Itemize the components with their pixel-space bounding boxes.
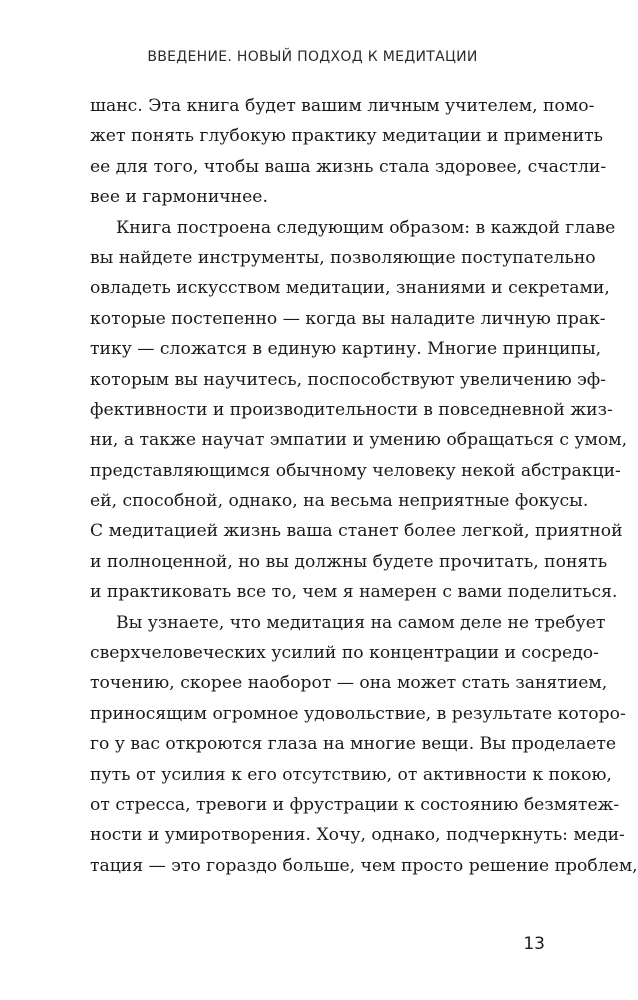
text-line: представляющимся обычному человеку некой абстракци- bbox=[90, 460, 621, 481]
text-line: ее для того, чтобы ваша жизнь стала здоровее, счастли- bbox=[90, 156, 607, 177]
text-line: сверхчеловеческих усилий по концентрации и сосредо- bbox=[90, 643, 599, 664]
text-line: вее и гармоничнее. bbox=[90, 187, 268, 208]
text-line: С медитацией жизнь ваша станет более легкой, приятной bbox=[90, 521, 623, 542]
text-line: тику — сложатся в единую картину. Многие принципы, bbox=[90, 339, 602, 360]
text-line: вы найдете инструменты, позволяющие поступательно bbox=[90, 247, 596, 268]
text-line: тация — это гораздо больше, чем просто решение проблем, bbox=[90, 855, 638, 876]
text-line: Вы узнаете, что медитация на самом деле не требует bbox=[116, 612, 606, 633]
text-line: жет понять глубокую практику медитации и применить bbox=[90, 126, 604, 147]
text-line: Книга построена следующим образом: в каждой главе bbox=[116, 217, 616, 238]
page-number: 13 bbox=[523, 934, 545, 954]
body-text bbox=[90, 91, 638, 881]
text-line: фективности и производительности в повседневной жиз- bbox=[90, 399, 613, 420]
text-line: точению, скорее наоборот — она может стать занятием, bbox=[90, 673, 608, 694]
text-line: ности и умиротворения. Хочу, однако, подчеркнуть: меди- bbox=[90, 825, 625, 846]
text-line: и полноценной, но вы должны будете прочитать, понять bbox=[90, 551, 608, 572]
text-line: ни, а также научат эмпатии и умению обращаться с умом, bbox=[90, 430, 628, 451]
text-line: приносящим огромное удовольствие, в результате которо- bbox=[90, 703, 626, 724]
text-line: овладеть искусством медитации, знаниями и секретами, bbox=[90, 278, 610, 299]
text-line: го у вас откроются глаза на многие вещи. Вы проделаете bbox=[90, 734, 617, 755]
text-line: которым вы научитесь, поспособствуют увеличению эф- bbox=[90, 369, 607, 390]
text-line: ей, способной, однако, на весьма неприятные фокусы. bbox=[90, 491, 589, 512]
running-head: ВВЕДЕНИЕ. НОВЫЙ ПОДХОД К МЕДИТАЦИИ bbox=[147, 49, 478, 65]
text-line: которые постепенно — когда вы наладите личную прак- bbox=[90, 308, 606, 329]
text-line: и практиковать все то, чем я намерен с вами поделиться. bbox=[90, 582, 618, 603]
text-line: от стресса, тревоги и фрустрации к состоянию безмятеж- bbox=[90, 794, 620, 815]
text-line: шанс. Эта книга будет вашим личным учителем, помо- bbox=[90, 96, 595, 116]
text-line: путь от усилия к его отсутствию, от активности к покою, bbox=[90, 764, 612, 785]
